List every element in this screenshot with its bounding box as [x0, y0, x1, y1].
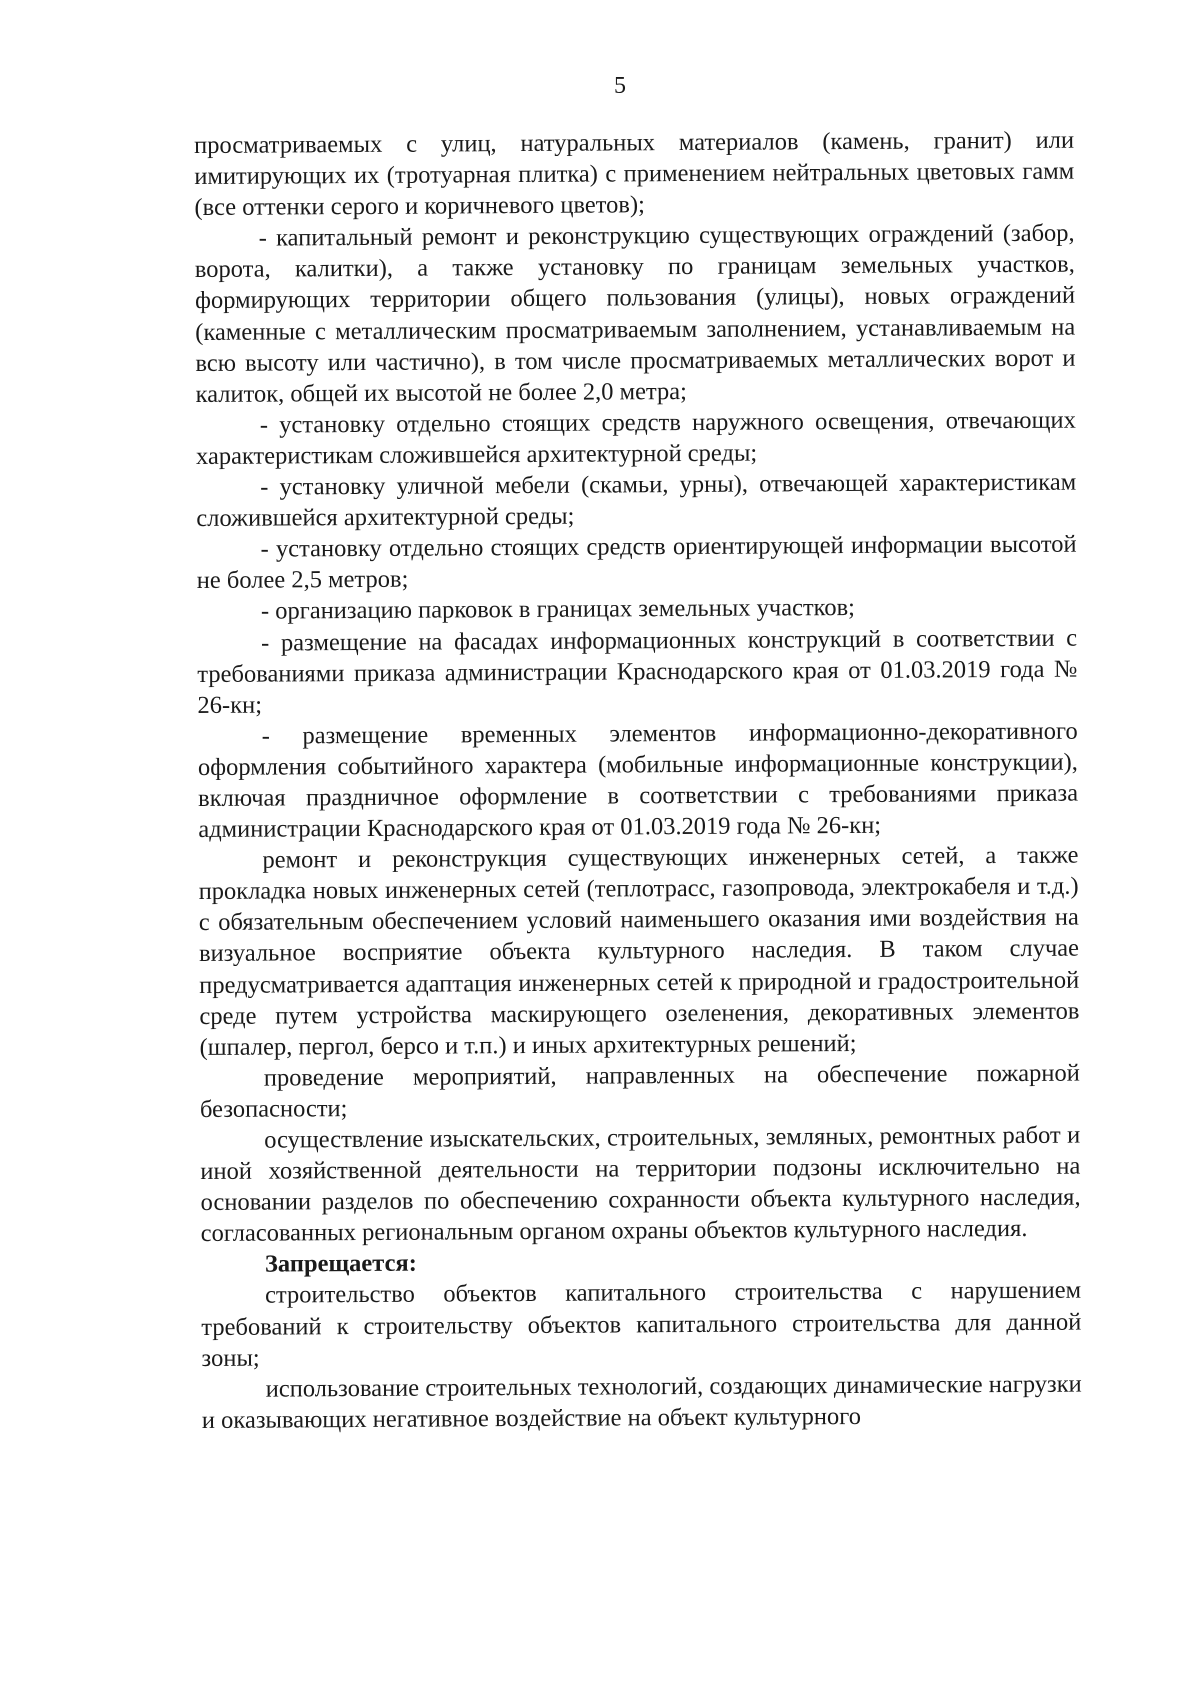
paragraph-5: - установку отдельно стоящих средств ориентирующей информации высотой не более 2,5 метров;	[196, 530, 1077, 595]
paragraph-3: - установку отдельно стоящих средств наружного освещения, отвечающих характеристикам сложившейся архитектурной среды;	[195, 406, 1076, 470]
paragraph-4: - установку уличной мебели (скамьи, урны), отвечающей характеристикам сложившейся архитектурной среды;	[196, 468, 1077, 533]
paragraph-6: - организацию парковок в границах земельных участков;	[260, 594, 856, 626]
document-body	[194, 125, 1082, 1436]
page-number: 5	[614, 73, 626, 99]
paragraph-10: проведение мероприятий, направленных на обеспечение пожарной безопасности;	[199, 1059, 1080, 1123]
paragraph-14: использование строительных технологий, создающих динамические нагрузки и оказывающих негативное воздействие на объект культурного	[201, 1370, 1082, 1434]
paragraph-8: - размещение временных элементов информационно-декоративного оформления событийного характера (мобильные информационные конструкции), включая праздничное оформление в соответствии с требованиями приказа администрации Краснодарского края от 01.03.2019 года № 26-кн;	[197, 717, 1079, 844]
paragraph-7: - размещение на фасадах информационных конструкций в соответствии с требованиями приказа администрации Краснодарского края от 01.03.2019 года № 26-кн;	[197, 624, 1078, 719]
paragraph-13: строительство объектов капитального строительства с нарушением требований к строительству объектов капитального строительства для данной зоны;	[201, 1277, 1082, 1372]
paragraph-11: осуществление изыскательских, строительных, земляных, ремонтных работ и иной хозяйственной деятельности на территории подзоны исключительно на основании разделов по обеспечению сохранности объекта культурного наследия, согласованных региональным органом охраны объектов культурного наследия.	[200, 1121, 1081, 1248]
paragraph-9: ремонт и реконструкция существующих инженерных сетей, а также прокладка новых инженерных сетей (теплотрасс, газопровода, электрокабеля и т.д.) с обязательным обеспечением условий наименьшего оказания ими воздействия на визуальное восприятие объекта культурного наследия. В таком случае предусматривается адаптация инженерных сетей к природной и градостроительной среде путем устройства маскирующего озеленения, декоративных элементов (шпалер, пергол, берсо и т.п.) и иных архитектурных решений;	[198, 841, 1080, 1061]
paragraph-1: просматриваемых с улиц, натуральных материалов (камень, гранит) или имитирующих их (тротуарная плитка) с применением нейтральных цветовых гамм (все оттенки серого и коричневого цветов);	[194, 126, 1075, 222]
paragraph-2: - капитальный ремонт и реконструкцию существующих ограждений (забор, ворота, калитки), а также установку по границам земельных участков, формирующих территории общего пользования (улицы), новых ограждений (каменные с металлическим просматриваемым заполнением, устанавливаемым на всю высоту или частично), в том числе просматриваемых металлических ворот и калиток, общей их высотой не более 2,0 метра;	[194, 219, 1076, 408]
section-heading-prohibited: Запрещается:	[264, 1250, 417, 1278]
